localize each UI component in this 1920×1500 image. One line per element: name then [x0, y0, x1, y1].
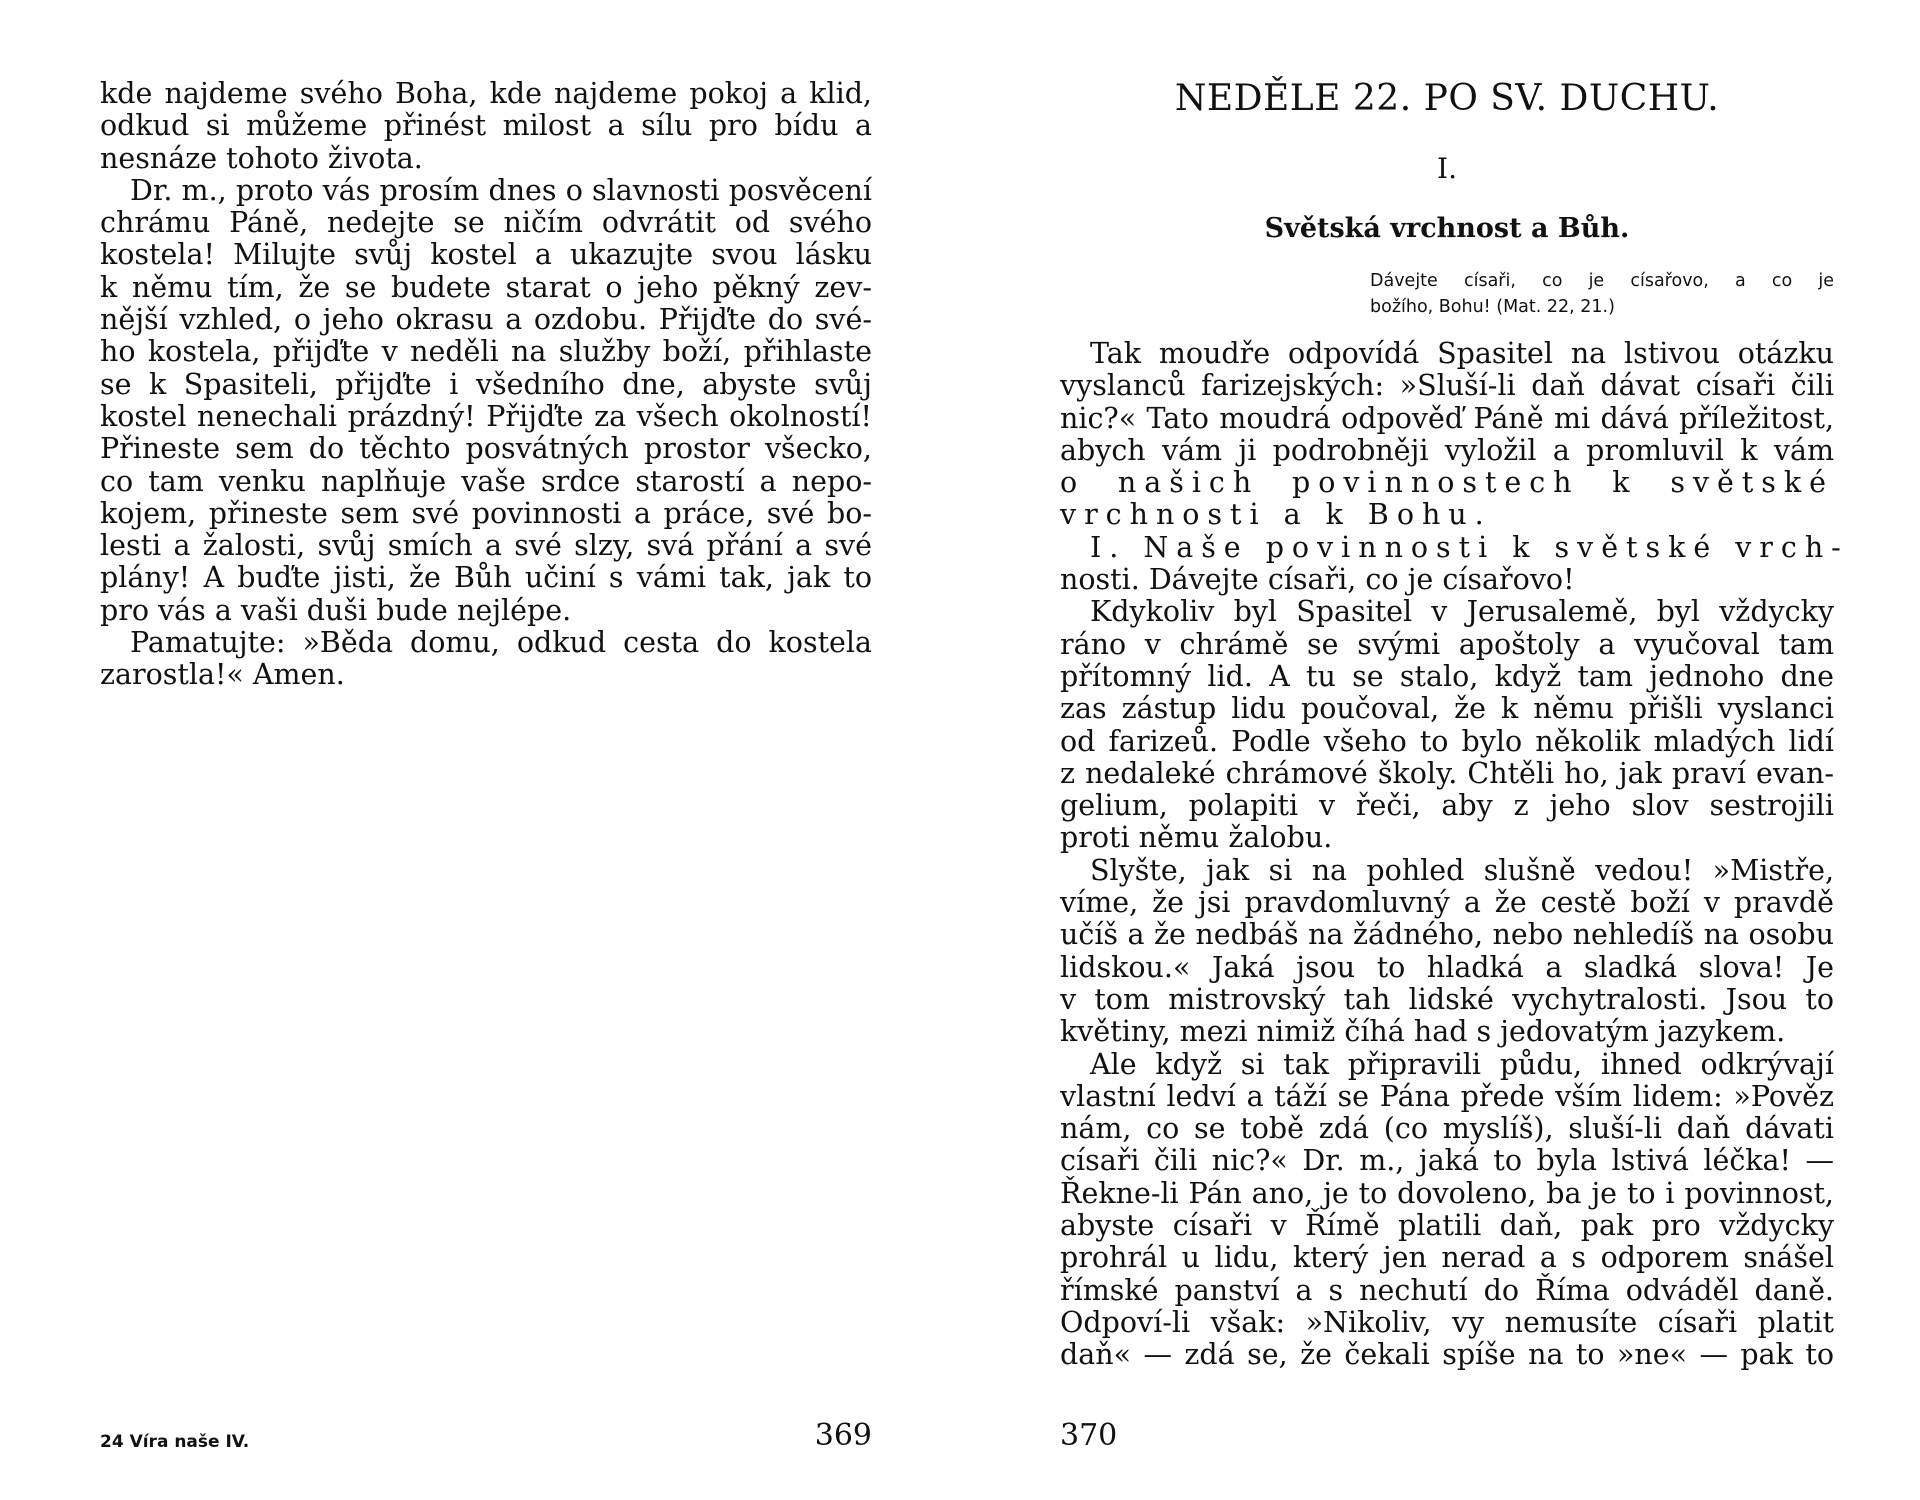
text-line: daň« — zdá se, že čekali spíše na to »ne« — pak to — [1060, 1338, 1834, 1372]
text-line: abych vám ji podrobněji vyložil a promluvil k vám — [1060, 433, 1834, 467]
text-line: Kdykoliv byl Spasitel v Jerusalemě, byl vždycky — [1090, 595, 1834, 629]
text-line: zas zástup lidu poučoval, že k němu přišli vyslanci — [1060, 692, 1834, 726]
epigraph — [1370, 268, 1834, 320]
text-line: z nedaleké chrámové školy. Chtěli ho, jak praví evan- — [1060, 756, 1834, 790]
text-line: zarostla!« Amen. — [100, 658, 345, 692]
text-line: květiny, mezi nimiž číhá had s jedovatým jazykem. — [1060, 1015, 1786, 1049]
epigraph-line: božího, Bohu! (Mat. 22, 21.) — [1370, 297, 1615, 317]
text-line: v tom mistrovský tah lidské vychytralosti. Jsou to — [1060, 982, 1834, 1016]
printer-signature: 24 Víra naše IV. — [100, 1432, 250, 1452]
text-line: ho kostela, přijďte v neděli na služby boží, přihlaste — [100, 335, 872, 369]
text-line: nější vzhled, o jeho okrasu a ozdobu. Přijďte do své- — [100, 303, 872, 337]
text-line: Slyšte, jak si na pohled slušně vedou! »Mistře, — [1090, 853, 1834, 887]
text-line: víme, že jsi pravdomluvný a že cestě boží v pravdě — [1060, 886, 1834, 920]
sermon-title: Světská vrchnost a Bůh. — [1264, 213, 1630, 244]
text-line: gelium, polapiti v řeči, aby z jeho slov sestrojili — [1060, 789, 1834, 823]
text-line: římské panství a s nechutí do Říma odváděl daně. — [1060, 1273, 1834, 1307]
text-line: Řekne-li Pán ano, je to dovoleno, ba je to i povinnost, — [1060, 1176, 1834, 1210]
text-line: nám, co se tobě zdá (co myslíš), sluší-li daň dávati — [1060, 1112, 1834, 1146]
chapter-title: NEDĚLE 22. PO SV. DUCHU. — [1174, 78, 1720, 119]
text-line: nic?« Tato moudrá odpověď Páně mi dává příležitost, — [1060, 401, 1834, 435]
text-line: plány! A buďte jisti, že Bůh učiní s vámi tak, jak to — [100, 561, 872, 595]
text-line-emphasis: I. Naše povinnosti k světské vrch- — [1090, 530, 1849, 564]
text-line: proti němu žalobu. — [1060, 821, 1333, 855]
left-page-footer — [100, 1418, 872, 1458]
right-page — [1060, 0, 1849, 1500]
text-line: kde najdeme svého Boha, kde najdeme pokoj a klid, — [100, 77, 872, 110]
page-number-left: 369 — [814, 1418, 872, 1453]
text-line-emphasis: o našich povinnostech k světské — [1060, 466, 1834, 500]
text-line-emphasis: vrchnosti a k Bohu. — [1060, 498, 1492, 532]
text-line: kostela! Milujte svůj kostel a ukazujte svou lásku — [100, 238, 872, 272]
text-line: Dr. m., proto vás prosím dnes o slavnosti posvěcení — [130, 173, 872, 207]
text-line: lidskou.« Jaká jsou to hladká a sladká slova! Je — [1060, 950, 1834, 984]
text-line: se k Spasiteli, přijďte i všedního dne, abyste svůj — [100, 367, 872, 401]
text-line: vlastní ledví a táží se Pána přede vším lidem: »Pověz — [1060, 1079, 1834, 1113]
text-line: vyslanců farizejských: »Sluší-li daň dávat císaři čili — [1060, 369, 1834, 403]
text-line: kostel nenechali prázdný! Přijďte za všech okolností! — [100, 399, 872, 433]
text-line: učíš a že nedbáš na žádného, nebo nehledíš na osobu — [1060, 918, 1834, 952]
text-line: nesnáze tohoto života. — [100, 141, 423, 175]
text-line: odkud si můžeme přinést milost a sílu pro bídu a — [100, 109, 872, 143]
text-line: přítomný lid. A tu se stalo, když tam jednoho dne — [1060, 659, 1834, 693]
text-line: Přineste sem do těchto posvátných prostor všecko, — [100, 432, 872, 466]
text-line: Pamatujte: »Běda domu, odkud cesta do kostela — [130, 626, 872, 660]
text-line: Tak moudře odpovídá Spasitel na lstivou otázku — [1090, 337, 1834, 370]
text-line: nosti. Dávejte císaři, co je císařovo! — [1060, 563, 1575, 597]
right-page-text — [1060, 337, 1849, 1372]
section-number: I. — [1437, 152, 1457, 185]
text-line: Ale když si tak připravili půdu, ihned odkrývají — [1090, 1047, 1834, 1081]
left-page-text — [100, 78, 872, 692]
text-line: ráno v chrámě se svými apoštoly a vyučoval tam — [1060, 627, 1834, 661]
text-line: kojem, přineste sem své povinnosti a práce, své bo- — [100, 496, 872, 530]
text-line: co tam venku naplňuje vaše srdce starostí a nepo- — [100, 464, 872, 498]
text-line: k němu tím, že se budete starat o jeho pěkný zev- — [100, 270, 872, 304]
text-line: pro vás a vaši duši bude nejlépe. — [100, 593, 572, 627]
text-line: lesti a žalosti, svůj smích a své slzy, svá přání a své — [100, 529, 872, 563]
text-line: prohrál u lidu, který jen nerad a s odporem snášel — [1060, 1241, 1834, 1275]
page-number-right: 370 — [1060, 1418, 1118, 1453]
text-line: chrámu Páně, nedejte se ničím odvrátit od svého — [100, 206, 872, 240]
epigraph-line: Dávejte císaři, co je císařovo, a co je — [1370, 271, 1834, 291]
text-line: abyste císaři v Římě platili daň, pak pro vždycky — [1060, 1209, 1834, 1243]
left-page — [100, 0, 872, 1500]
text-line: Odpoví-li však: »Nikoliv, vy nemusíte císaři platit — [1060, 1305, 1834, 1339]
text-line: císaři čili nic?« Dr. m., jaká to byla lstivá léčka! — — [1060, 1144, 1834, 1178]
text-line: od farizeů. Podle všeho to bylo několik mladých lidí — [1060, 724, 1834, 758]
